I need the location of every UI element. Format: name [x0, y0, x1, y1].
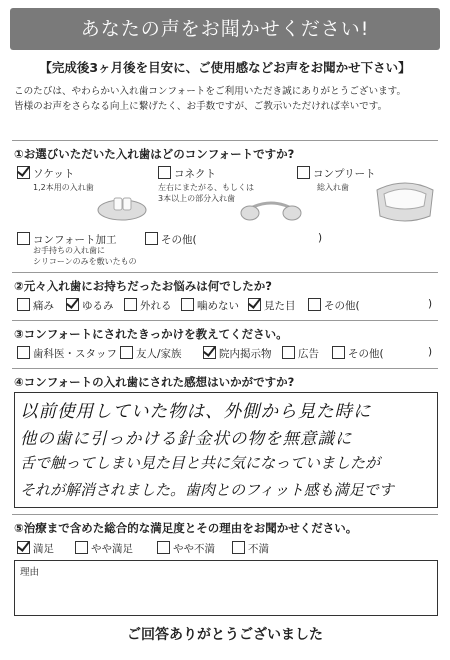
handwritten-line: 舌で触ってしまい見た目と共に気になっていましたが: [20, 454, 381, 472]
question-4-title: ④コンフォートの入れ歯にされた感想はいかがですか?: [14, 375, 295, 389]
option-advertisement-label: 広告: [298, 348, 319, 360]
checkbox-pain[interactable]: [17, 298, 30, 311]
question-3-title: ③コンフォートにされたきっかけを教えてください。: [14, 327, 288, 341]
question-1-title: ①お選びいただいた入れ歯はどのコンフォートですか?: [14, 147, 295, 161]
option-socket-note: 1,2本用の入れ歯: [33, 183, 94, 192]
option-somewhat-dissatisfied-label: やや不満: [173, 543, 215, 555]
checkbox-q1-other[interactable]: [145, 232, 158, 245]
checkbox-advertisement[interactable]: [282, 346, 295, 359]
option-complete-note: 総入れ歯: [317, 183, 349, 192]
divider: [12, 272, 438, 273]
option-somewhat-satisfied-label: やや満足: [91, 543, 133, 555]
checkbox-dentist-staff[interactable]: [17, 346, 30, 359]
checkbox-appearance[interactable]: [248, 298, 261, 311]
option-comfort-processing-note: お手持ちの入れ歯に シリコーンのみを敷いたもの: [33, 246, 137, 266]
option-q2-other-label: その他(: [324, 300, 360, 312]
checkbox-cannot-chew[interactable]: [181, 298, 194, 311]
option-cannot-chew-label: 噛めない: [197, 300, 239, 312]
option-q1-other-close: ): [318, 232, 323, 244]
page-header: あなたの声をお聞かせください!: [10, 8, 440, 50]
divider: [12, 140, 438, 141]
option-falls-out-label: 外れる: [140, 300, 172, 312]
option-connect-note: 左右にまたがる、もしくは 3本以上の部分入れ歯: [158, 183, 254, 203]
socket-denture-image: [96, 192, 148, 222]
option-q3-other-close: ): [428, 346, 433, 358]
intro-line: 皆様のお声をさらなる向上に繋げたく、お手数ですが、ご教示いただければ幸いです。: [14, 101, 388, 112]
handwritten-line: それが解消されました。歯肉とのフィット感も満足です: [20, 481, 394, 499]
question-2-title: ②元々入れ歯にお持ちだったお悩みは何でしたか?: [14, 279, 272, 293]
checkbox-somewhat-satisfied[interactable]: [75, 541, 88, 554]
option-clinic-notice-label: 院内掲示物: [219, 348, 272, 360]
checkbox-connect[interactable]: [158, 166, 171, 179]
handwritten-line: 他の歯に引っかける針金状の物を無意識に: [20, 429, 353, 448]
checkbox-friend-family[interactable]: [120, 346, 133, 359]
option-q2-other-close: ): [428, 298, 433, 310]
checkbox-clinic-notice[interactable]: [203, 346, 216, 359]
complete-denture-image: [372, 180, 438, 224]
intro-text: [14, 84, 438, 114]
checkbox-falls-out[interactable]: [124, 298, 137, 311]
page-subtitle: 【完成後3ヶ月後を目安に、ご使用感などお声をお聞かせ下さい】: [39, 60, 411, 75]
option-appearance-label: 見た目: [264, 300, 296, 312]
option-satisfied-label: 満足: [33, 543, 54, 555]
option-complete-label: コンプリート: [313, 168, 376, 180]
checkbox-q3-other[interactable]: [332, 346, 345, 359]
footer-thanks: ご回答ありがとうございました: [127, 627, 323, 643]
reason-box[interactable]: [14, 560, 438, 616]
handwritten-line: 以前使用していた物は、外側から見た時に: [20, 402, 372, 422]
option-pain-label: 痛み: [33, 300, 54, 312]
checkbox-socket[interactable]: [17, 166, 30, 179]
divider: [12, 368, 438, 369]
option-q3-other-label: その他(: [348, 348, 384, 360]
option-dentist-staff-label: 歯科医・スタッフ: [33, 348, 117, 360]
reason-label: 理由: [20, 567, 40, 578]
option-dissatisfied-label: 不満: [248, 543, 269, 555]
option-loose-label: ゆるみ: [82, 300, 114, 312]
option-comfort-processing-label: コンフォート加工: [33, 234, 117, 246]
checkbox-dissatisfied[interactable]: [232, 541, 245, 554]
divider: [12, 514, 438, 515]
checkbox-q2-other[interactable]: [308, 298, 321, 311]
intro-line: このたびは、やわらかい入れ歯コンフォートをご利用いただき誠にありがとうございます。: [14, 86, 407, 97]
checkbox-satisfied[interactable]: [17, 541, 30, 554]
divider: [12, 320, 438, 321]
connect-denture-image: [240, 196, 302, 224]
checkbox-comfort-processing[interactable]: [17, 232, 30, 245]
question-5-title: ⑤治療まで含めた総合的な満足度とその理由をお聞かせください。: [14, 521, 358, 535]
checkbox-loose[interactable]: [66, 298, 79, 311]
option-friend-family-label: 友人/家族: [136, 348, 182, 360]
option-q1-other-label: その他(: [161, 234, 197, 246]
checkbox-somewhat-dissatisfied[interactable]: [157, 541, 170, 554]
option-connect-label: コネクト: [174, 168, 216, 180]
checkbox-complete[interactable]: [297, 166, 310, 179]
option-socket-label: ソケット: [33, 168, 75, 180]
